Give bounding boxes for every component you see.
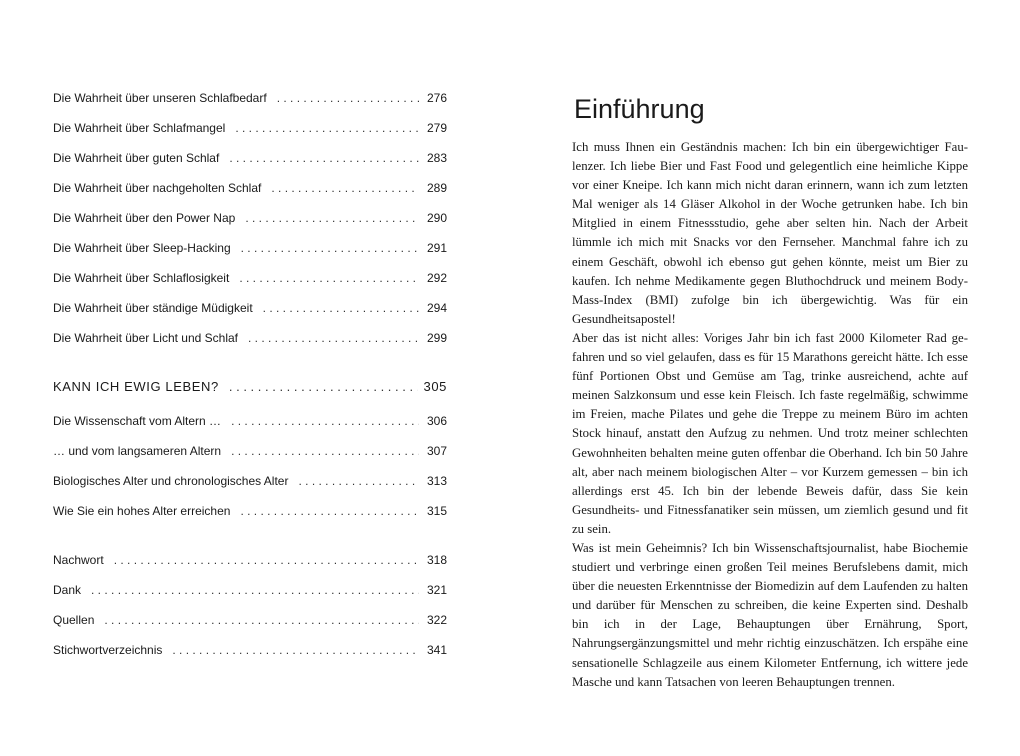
toc-leader-dots — [240, 503, 419, 519]
toc-entry[interactable] — [53, 612, 447, 628]
toc-entry-page: 305 — [423, 379, 447, 394]
toc-entry-title: Biologisches Alter und chronologisches Alter — [53, 474, 289, 488]
right-page — [510, 0, 1020, 756]
toc-entry-title: Die Wahrheit über Licht und Schlaf — [53, 331, 238, 345]
toc-entry[interactable] — [53, 503, 447, 519]
toc-entry[interactable] — [53, 642, 447, 658]
toc-entry-page: 299 — [426, 331, 447, 345]
toc-leader-dots — [229, 379, 418, 395]
chapter-body — [572, 138, 968, 692]
toc-leader-dots — [263, 300, 419, 316]
toc-entry-page: 322 — [426, 613, 447, 627]
toc-leader-dots — [271, 180, 419, 196]
toc-entry[interactable] — [53, 270, 447, 286]
toc-entry-title: Nachwort — [53, 553, 104, 567]
toc-entry[interactable] — [53, 300, 447, 316]
toc-entry-page: 289 — [426, 181, 447, 195]
toc-entry-title: Quellen — [53, 613, 95, 627]
toc-leader-dots — [277, 90, 419, 106]
toc-entry-page: 318 — [426, 553, 447, 567]
toc-entry-title: Die Wahrheit über unseren Schlafbedarf — [53, 91, 267, 105]
toc-entry-title: … und vom langsameren Altern — [53, 444, 222, 458]
toc-entry-page: 306 — [426, 414, 447, 428]
toc-entry[interactable] — [53, 210, 447, 226]
toc-entry-title: Die Wahrheit über den Power Nap — [53, 211, 236, 225]
toc-entry-page: 292 — [426, 271, 447, 285]
chapter-title: Einführung — [574, 94, 705, 124]
toc-leader-dots — [91, 582, 419, 598]
toc-entry[interactable] — [53, 90, 447, 106]
toc-leader-dots — [229, 150, 419, 166]
toc-entry[interactable] — [53, 473, 447, 489]
toc-entry-page: 283 — [426, 151, 447, 165]
toc-entry[interactable] — [53, 413, 447, 429]
toc-entry-page: 341 — [426, 643, 447, 657]
toc-leader-dots — [248, 330, 419, 346]
toc-leader-dots — [245, 210, 419, 226]
toc-leader-dots — [231, 443, 419, 459]
toc-leader-dots — [172, 642, 419, 658]
toc-entry-page: 276 — [426, 91, 447, 105]
toc-entry-page: 279 — [426, 121, 447, 135]
toc-leader-dots — [235, 120, 419, 136]
toc-entry-title: Die Wahrheit über Schlafmangel — [53, 121, 226, 135]
toc-entry-title: Die Wahrheit über Sleep-Hacking — [53, 241, 231, 255]
toc-leader-dots — [114, 552, 419, 568]
toc-entry[interactable] — [53, 443, 447, 459]
toc-leader-dots — [239, 270, 419, 286]
toc-entry[interactable] — [53, 120, 447, 136]
toc-section-heading[interactable] — [53, 379, 447, 395]
toc-entry[interactable] — [53, 240, 447, 256]
toc-entry-page: 307 — [426, 444, 447, 458]
toc-entry-page: 321 — [426, 583, 447, 597]
body-paragraph: Ich muss Ihnen ein Geständnis machen: Ich bin ein übergewichtiger Faulenzer. Ich liebe Bier und Fast Food und gelegentlich eine heimliche Kippe vor einer Kneipe. Ich kann mich nicht daran erinnern, wann ich zum letzten Mal weniger als 14 Gläser Alkohol in der Woche getrunken habe. Ich bin Mitglied in einem Fitnessstudio, gehe aber selten hin. Nach der Arbeit lümmle ich mich mit Snacks vor den Fernseher. Manchmal fahre ich zu einem Geschäft, obwohl ich ebenso gut gehen könnte, meist um Bier zu kaufen. Ich nehme Medikamente gegen Bluthochdruck und meinem Body-Mass-Index (BMI) zufolge bin ich übergewichtig. Was für ein Gesundheitsapostel! — [572, 140, 968, 326]
toc-entry-title: Die Wahrheit über Schlaflosigkeit — [53, 271, 230, 285]
toc-entry-title: Die Wahrheit über guten Schlaf — [53, 151, 220, 165]
toc-entry-title: Die Wahrheit über nachgeholten Schlaf — [53, 181, 262, 195]
body-paragraph: Aber das ist nicht alles: Voriges Jahr bin ich fast 2000 Kilometer Rad gefahren und so viel gelaufen, dass es für 15 Marathons gereicht hätte. Ich esse fünf Portionen Obst und Gemüse am Tag, trinke ausreichend, achte auf meinen Salzkonsum und esse kein Fleisch. Ich faste regelmäßig, schwimme im Freien, mache Pilates und gehe die Treppe zu meinem Büro im achten Stock hinauf, anstatt den Aufzug zu nehmen. Und trotz meiner schlechten Gewohnheiten behalten meine guten offenbar die Oberhand. Ich bin 50 Jahre alt, aber nach meinem biologischen Alter – vor Kurzem gemessen – bin ich allerdings erst 45. Ich bin der lebende Beweis dafür, dass Sie kein Gesundheits- und Fitnessfanatiker sein müssen, um ziemlich gesund und fit zu sein. — [572, 330, 968, 536]
toc-entry[interactable] — [53, 180, 447, 196]
toc-entry[interactable] — [53, 552, 447, 568]
toc-entry-title: Die Wissenschaft vom Altern … — [53, 414, 222, 428]
toc-entry-page: 315 — [426, 504, 447, 518]
toc-entry-page: 294 — [426, 301, 447, 315]
toc-entry-page: 313 — [426, 474, 447, 488]
toc-entry-title: Stichwortverzeichnis — [53, 643, 163, 657]
toc-leader-dots — [104, 612, 419, 628]
body-paragraph: Was ist mein Geheimnis? Ich bin Wissenschaftsjournalist, habe Biochemie studiert und verbringe einen großen Teil meines Berufslebens damit, mich über die neuesten Erkenntnisse der Biomedizin auf dem Laufenden zu halten und darüber für Menschen zu schreiben, die keine Experten sind. Deshalb bin ich in der Lage, Behauptungen über Ernährung, Sport, Nahrungsergänzungsmittel und mehr richtig einzuschätzen. Ich erspähe eine sensationelle Schlagzeile aus einem Kilometer Entfernung, ich wittere jede Masche und kann Tatsachen von leeren Behauptungen trennen. — [572, 540, 968, 689]
toc-leader-dots — [298, 473, 419, 489]
toc-entry[interactable] — [53, 150, 447, 166]
toc-entry-title: Die Wahrheit über ständige Müdigkeit — [53, 301, 253, 315]
toc-entry-page: 290 — [426, 211, 447, 225]
toc-entry-page: 291 — [426, 241, 447, 255]
toc-section-title: KANN ICH EWIG LEBEN? — [53, 379, 219, 394]
toc-leader-dots — [241, 240, 419, 256]
toc-entry-title: Wie Sie ein hohes Alter erreichen — [53, 504, 231, 518]
toc-entry[interactable] — [53, 582, 447, 598]
toc-entry[interactable] — [53, 330, 447, 346]
toc-leader-dots — [231, 413, 419, 429]
toc-entry-title: Dank — [53, 583, 82, 597]
